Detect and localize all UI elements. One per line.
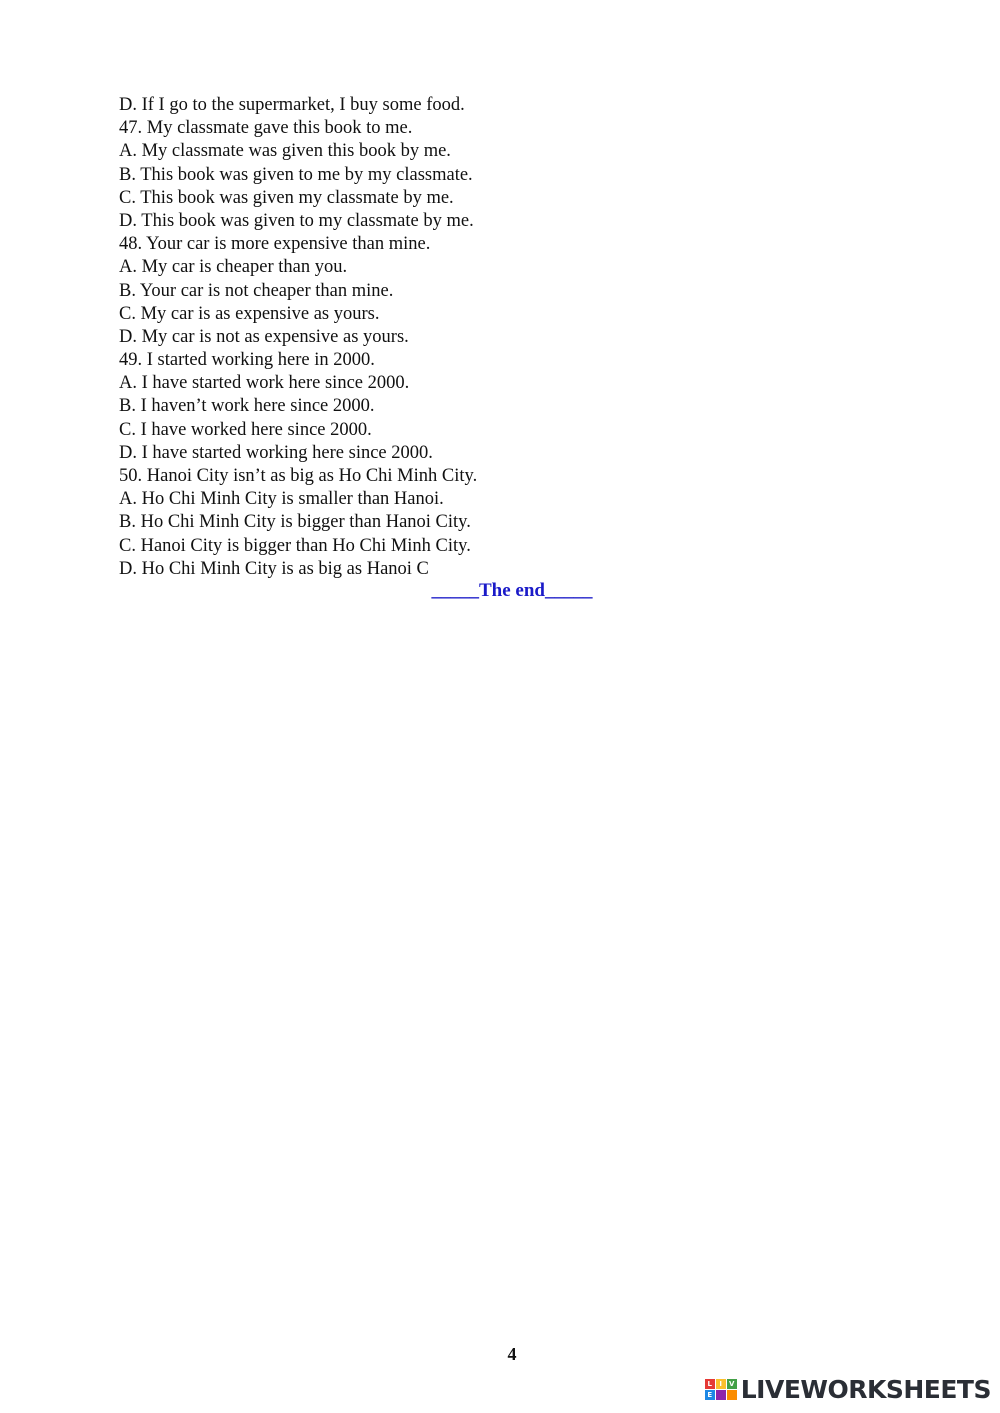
option-line: A. My car is cheaper than you. <box>119 257 348 278</box>
the-end-marker: _____The end_____ <box>431 580 593 601</box>
option-line: B. Ho Chi Minh City is bigger than Hanoi City. <box>119 512 471 533</box>
logo-tile: I <box>716 1379 726 1389</box>
option-line: C. Hanoi City is bigger than Ho Chi Minh City. <box>119 535 471 556</box>
question-48: 48. Your car is more expensive than mine. <box>119 234 431 255</box>
logo-grid-icon <box>705 1379 737 1400</box>
logo-tile <box>727 1390 737 1400</box>
logo-text: LIVEWORKSHEETS <box>740 1375 991 1404</box>
logo-tile: L <box>705 1379 715 1389</box>
option-line: A. My classmate was given this book by me. <box>119 141 451 162</box>
option-line: C. My car is as expensive as yours. <box>119 303 380 324</box>
logo-tile: V <box>727 1379 737 1389</box>
option-line: D. I have started working here since 2000. <box>119 442 433 463</box>
logo-tile: E <box>705 1390 715 1400</box>
option-line: B. I haven’t work here since 2000. <box>119 396 375 417</box>
option-line: D. This book was given to my classmate by me. <box>119 210 474 231</box>
option-line: B. This book was given to me by my classmate. <box>119 164 473 185</box>
page-number: 4 <box>507 1344 517 1364</box>
question-49: 49. I started working here in 2000. <box>119 350 375 371</box>
text-line: D. If I go to the supermarket, I buy some food. <box>119 95 465 115</box>
question-47: 47. My classmate gave this book to me. <box>119 118 413 139</box>
option-line: B. Your car is not cheaper than mine. <box>119 280 394 301</box>
option-line: A. Ho Chi Minh City is smaller than Hanoi. <box>119 489 444 510</box>
logo-tile <box>716 1390 726 1400</box>
option-line: A. I have started work here since 2000. <box>119 373 410 394</box>
option-line: C. This book was given my classmate by me. <box>119 187 454 208</box>
option-line: D. Ho Chi Minh City is as big as Hanoi C <box>119 558 429 579</box>
option-line: D. My car is not as expensive as yours. <box>119 326 409 347</box>
worksheet-content <box>119 94 879 581</box>
question-50: 50. Hanoi City isn’t as big as Ho Chi Minh City. <box>119 466 478 486</box>
liveworksheets-logo <box>705 1375 991 1404</box>
option-line: C. I have worked here since 2000. <box>119 419 372 440</box>
